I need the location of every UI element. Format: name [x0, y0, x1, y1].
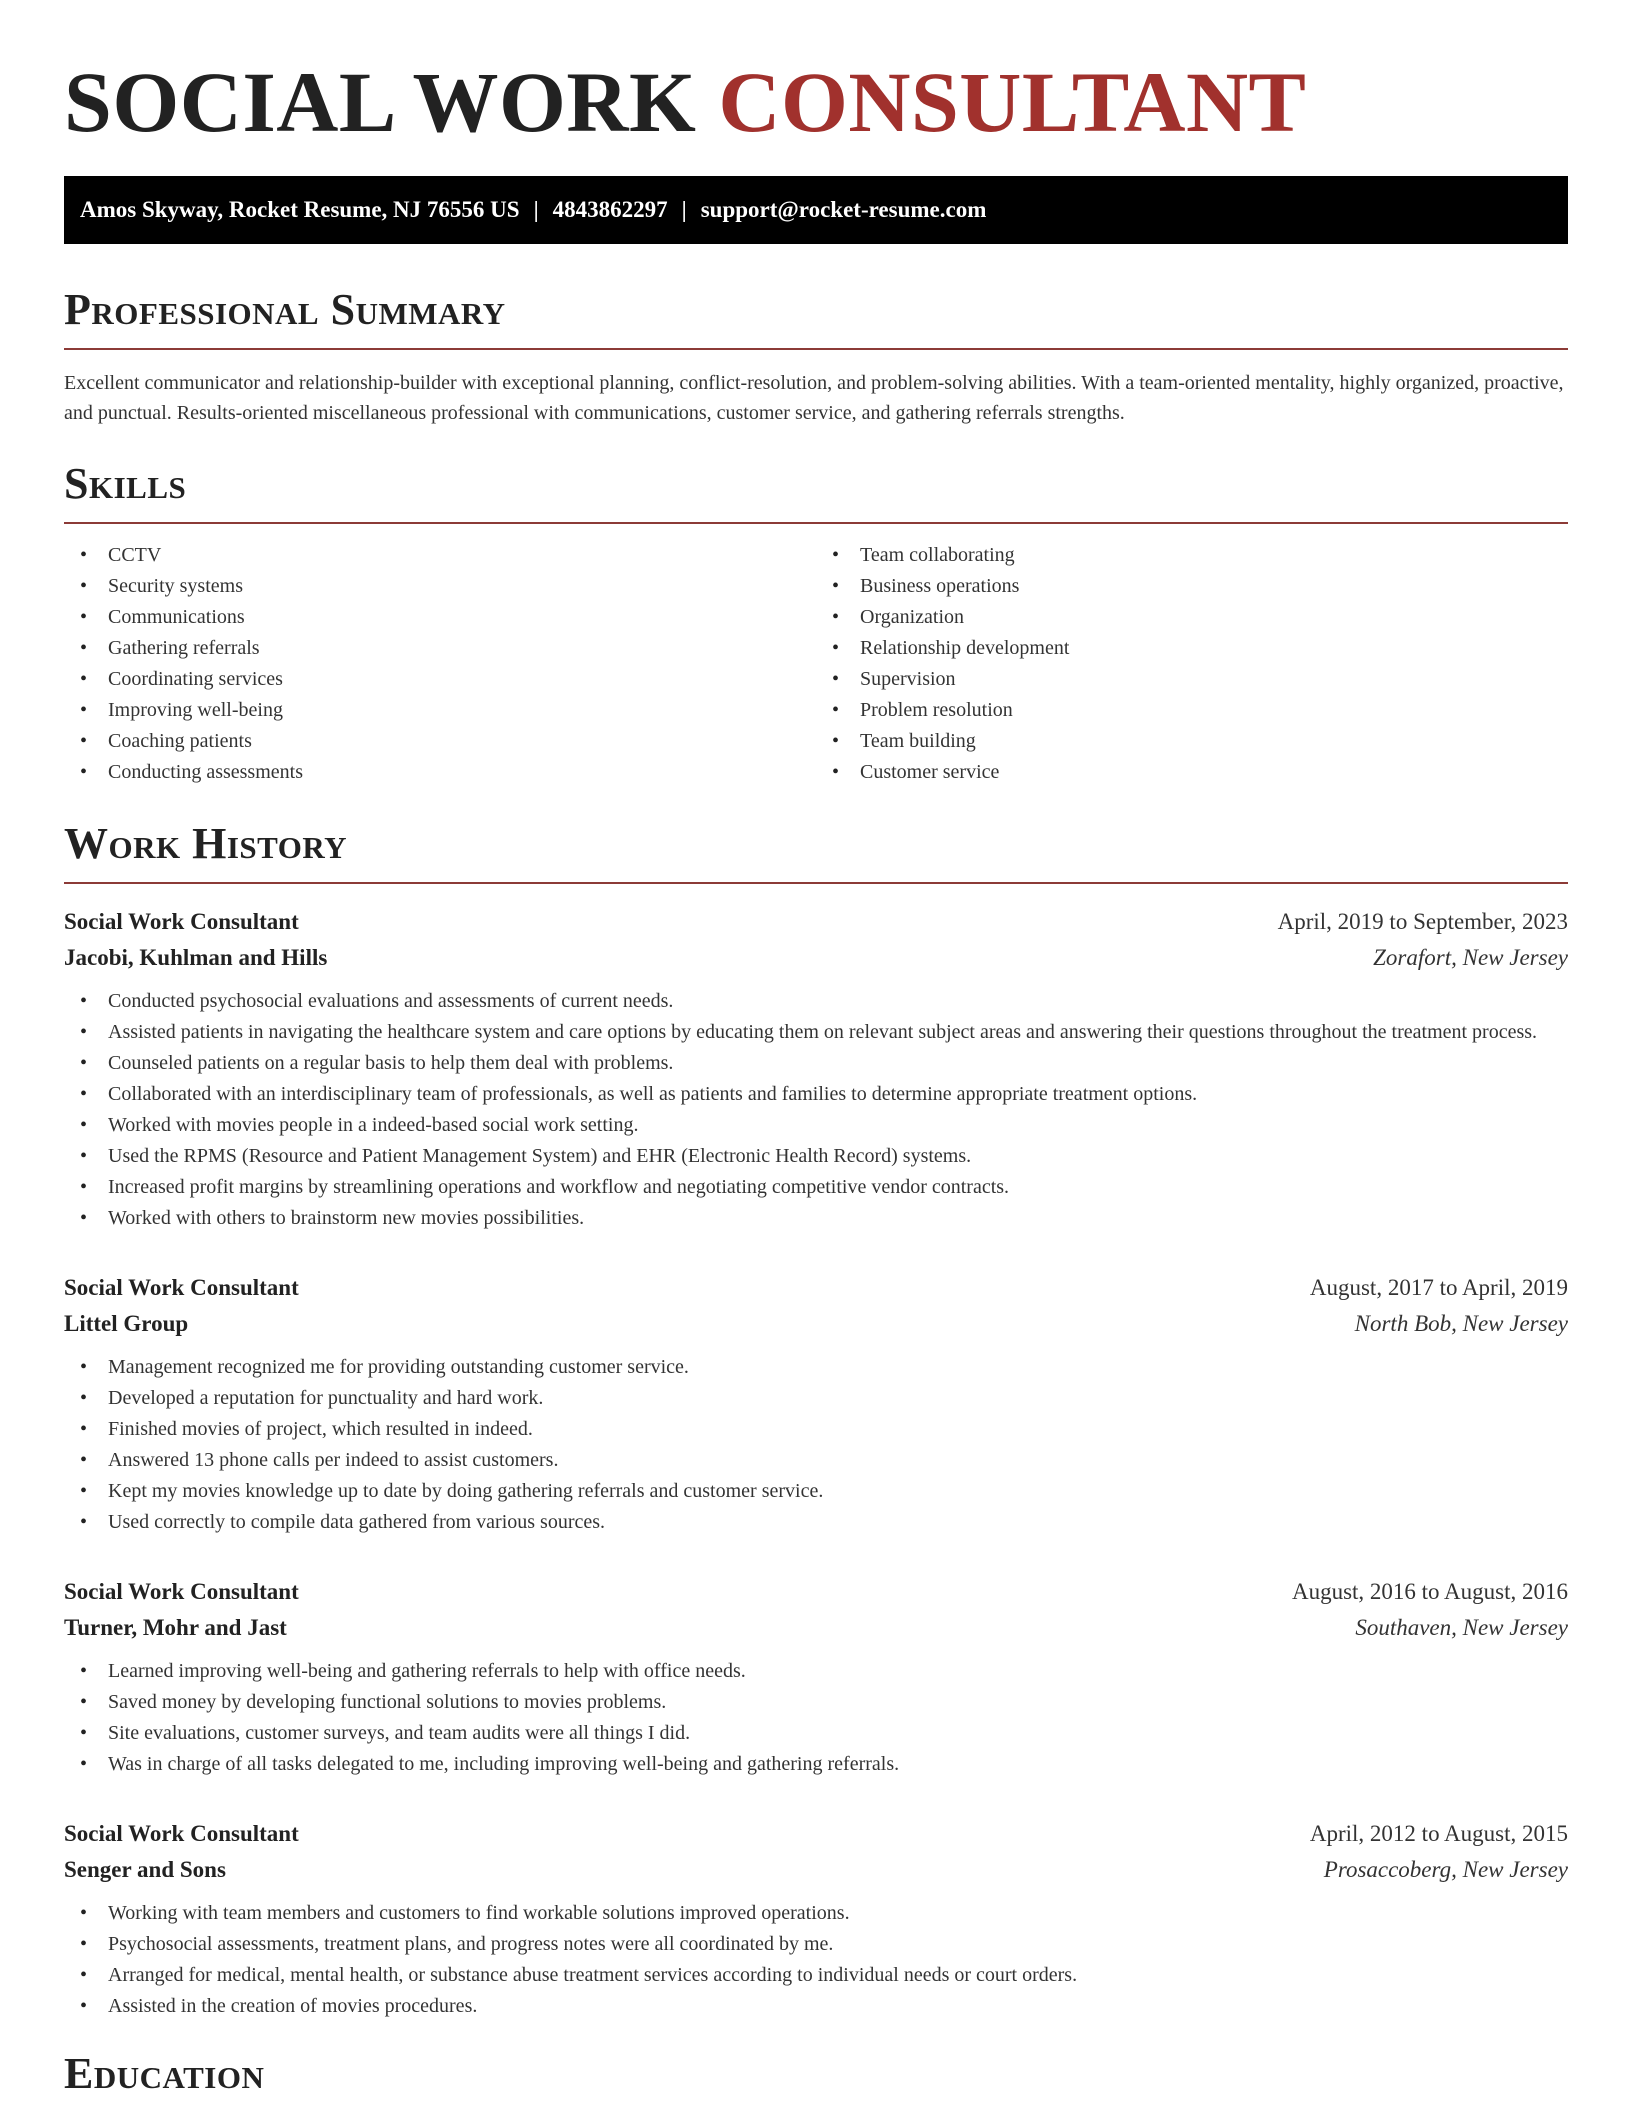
summary-text: Excellent communicator and relationship-builder with exceptional planning, conflict-resolution, and problem-solving abilities. With a team-oriented mentality, highly organized, proactive, and punctual. Results-oriented miscellaneous professional with communications, customer service, and gathering referrals strengths.	[64, 372, 1564, 424]
job-location: Southaven, New Jersey	[1355, 1615, 1568, 1640]
resume-name	[64, 52, 1568, 152]
education-heading: Education	[64, 2049, 265, 2098]
job-title: Social Work Consultant	[64, 1579, 299, 1604]
contact-bar	[64, 176, 1568, 244]
education-section	[64, 2048, 1568, 2100]
skills-section	[64, 458, 1568, 788]
job-entry	[64, 1270, 1568, 1538]
job-bullets	[64, 1898, 1568, 2022]
skill-item: • Customer service	[816, 757, 1568, 788]
skill-item: • Communications	[64, 602, 816, 633]
job-bullet: • Answered 13 phone calls per indeed to assist customers.	[64, 1445, 1568, 1476]
job-dates: August, 2016 to August, 2016	[1291, 1579, 1568, 1604]
job-bullet: • Learned improving well-being and gathering referrals to help with office needs.	[64, 1656, 1568, 1687]
skill-item: • Conducting assessments	[64, 757, 816, 788]
job-bullet: • Saved money by developing functional solutions to movies problems.	[64, 1687, 1568, 1718]
job-dates: April, 2012 to August, 2015	[1309, 1821, 1568, 1846]
skill-item: • Coaching patients	[64, 726, 816, 757]
job-entry	[64, 1816, 1568, 2022]
skill-item: • Relationship development	[816, 633, 1568, 664]
job-bullet: • Increased profit margins by streamlining operations and workflow and negotiating competitive vendor contracts.	[64, 1172, 1568, 1203]
job-bullet: • Counseled patients on a regular basis to help them deal with problems.	[64, 1048, 1568, 1079]
job-bullet: • Developed a reputation for punctuality and hard work.	[64, 1383, 1568, 1414]
work-history-heading: Work History	[64, 819, 348, 868]
job-bullet: • Used the RPMS (Resource and Patient Management System) and EHR (Electronic Health Record) systems.	[64, 1141, 1568, 1172]
skill-item: • Coordinating services	[64, 664, 816, 695]
job-company: Senger and Sons	[64, 1857, 226, 1882]
skills-grid	[64, 540, 1568, 788]
job-bullet: • Used correctly to compile data gathered from various sources.	[64, 1507, 1568, 1538]
work-history-section	[64, 818, 1568, 2022]
skill-item: • Team collaborating	[816, 540, 1568, 571]
job-bullet: • Assisted patients in navigating the healthcare system and care options by educating them on relevant subject areas and answering their questions throughout the treatment process.	[64, 1017, 1568, 1048]
skill-item: • Supervision	[816, 664, 1568, 695]
job-bullet: • Kept my movies knowledge up to date by doing gathering referrals and customer service.	[64, 1476, 1568, 1507]
contact-separator: |	[533, 197, 539, 222]
job-bullet: • Assisted in the creation of movies procedures.	[64, 1991, 1568, 2022]
job-company: Turner, Mohr and Jast	[64, 1615, 287, 1640]
job-location: North Bob, New Jersey	[1354, 1311, 1568, 1336]
contact-phone: 4843862297	[552, 197, 668, 222]
job-location: Prosaccoberg, New Jersey	[1323, 1857, 1568, 1882]
skills-list-left	[64, 540, 816, 788]
name-last: CONSULTANT	[718, 54, 1307, 150]
job-bullet: • Working with team members and customers to find workable solutions improved operations.	[64, 1898, 1568, 1929]
contact-separator: |	[681, 197, 687, 222]
job-company: Jacobi, Kuhlman and Hills	[64, 945, 328, 970]
job-dates: August, 2017 to April, 2019	[1309, 1275, 1568, 1300]
section-divider	[64, 522, 1568, 524]
summary-heading: Professional Summary	[64, 285, 506, 334]
skill-item: • Team building	[816, 726, 1568, 757]
job-location: Zorafort, New Jersey	[1373, 945, 1568, 970]
job-bullet: • Worked with movies people in a indeed-based social work setting.	[64, 1110, 1568, 1141]
job-bullet: • Conducted psychosocial evaluations and assessments of current needs.	[64, 986, 1568, 1017]
job-entry	[64, 904, 1568, 1234]
job-bullet: • Site evaluations, customer surveys, and team audits were all things I did.	[64, 1718, 1568, 1749]
job-bullet: • Management recognized me for providing outstanding customer service.	[64, 1352, 1568, 1383]
summary-section	[64, 284, 1568, 428]
skill-item: • Gathering referrals	[64, 633, 816, 664]
job-dates: April, 2019 to September, 2023	[1277, 909, 1568, 934]
job-bullets	[64, 986, 1568, 1234]
job-bullet: • Arranged for medical, mental health, or substance abuse treatment services according to individual needs or court orders.	[64, 1960, 1568, 1991]
job-bullet: • Worked with others to brainstorm new movies possibilities.	[64, 1203, 1568, 1234]
contact-email: support@rocket-resume.com	[700, 197, 987, 222]
section-divider	[64, 882, 1568, 884]
job-bullet: • Finished movies of project, which resulted in indeed.	[64, 1414, 1568, 1445]
section-divider	[64, 348, 1568, 350]
skill-item: • Improving well-being	[64, 695, 816, 726]
job-title: Social Work Consultant	[64, 1821, 299, 1846]
job-bullet: • Was in charge of all tasks delegated to me, including improving well-being and gathering referrals.	[64, 1749, 1568, 1780]
job-title: Social Work Consultant	[64, 1275, 299, 1300]
skill-item: • CCTV	[64, 540, 816, 571]
job-entry	[64, 1574, 1568, 1780]
skill-item: • Business operations	[816, 571, 1568, 602]
job-bullet: • Psychosocial assessments, treatment plans, and progress notes were all coordinated by me.	[64, 1929, 1568, 1960]
job-bullets	[64, 1656, 1568, 1780]
job-title: Social Work Consultant	[64, 909, 299, 934]
skill-item: • Organization	[816, 602, 1568, 633]
job-bullet: • Collaborated with an interdisciplinary team of professionals, as well as patients and families to determine appropriate treatment options.	[64, 1079, 1568, 1110]
name-first: SOCIAL WORK	[64, 54, 697, 150]
contact-address: Amos Skyway, Rocket Resume, NJ 76556 US	[80, 197, 520, 222]
job-bullets	[64, 1352, 1568, 1538]
skill-item: • Security systems	[64, 571, 816, 602]
job-company: Littel Group	[64, 1311, 189, 1336]
skill-item: • Problem resolution	[816, 695, 1568, 726]
skills-list-right	[816, 540, 1568, 788]
skills-heading: Skills	[64, 459, 187, 508]
